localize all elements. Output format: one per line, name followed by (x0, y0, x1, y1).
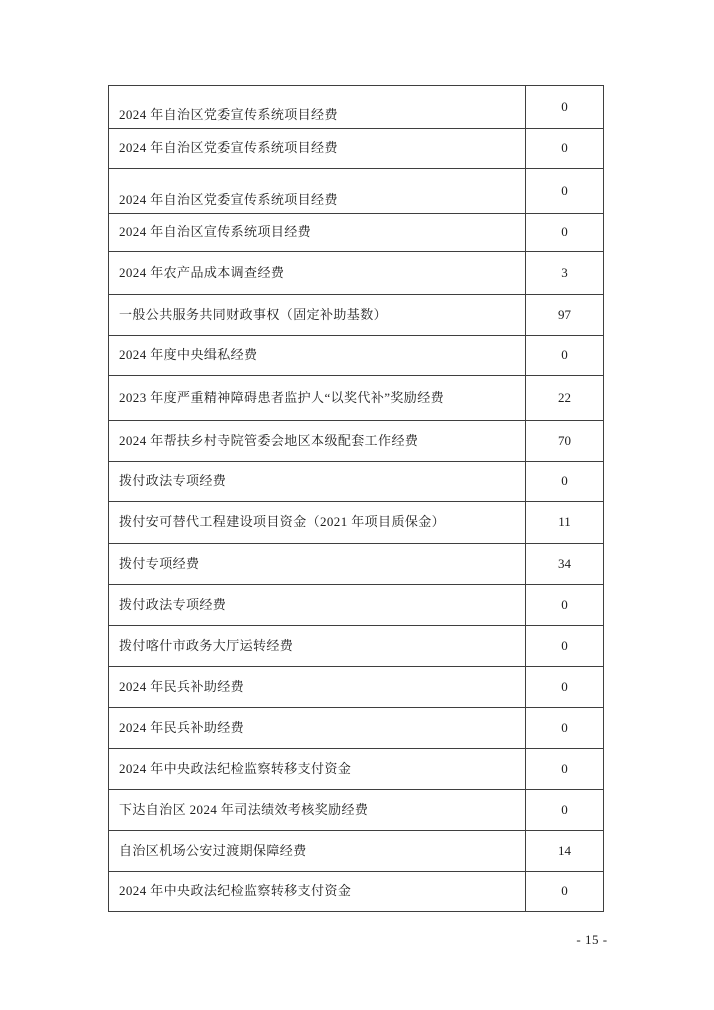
item-value-cell: 22 (526, 376, 604, 421)
item-label-cell: 2024 年自治区宣传系统项目经费 (109, 214, 526, 252)
table-row (109, 376, 604, 421)
item-label-cell: 下达自治区 2024 年司法绩效考核奖励经费 (109, 790, 526, 831)
table-row (109, 502, 604, 544)
item-value-cell: 0 (526, 626, 604, 667)
item-value-cell: 0 (526, 585, 604, 626)
page-number: - 15 - (576, 932, 608, 947)
table-row (109, 872, 604, 912)
table-row (109, 749, 604, 790)
item-value-cell: 0 (526, 872, 604, 912)
item-label-cell: 拨付喀什市政务大厅运转经费 (109, 626, 526, 667)
item-value-cell: 34 (526, 544, 604, 585)
table-row (109, 790, 604, 831)
item-label-cell: 2024 年农产品成本调查经费 (109, 252, 526, 295)
item-label-cell: 2024 年帮扶乡村寺院管委会地区本级配套工作经费 (109, 421, 526, 462)
item-value-cell: 0 (526, 129, 604, 169)
item-value-cell: 14 (526, 831, 604, 872)
item-label-cell: 拨付安可替代工程建设项目资金（2021 年项目质保金） (109, 502, 526, 544)
table-row (109, 129, 604, 169)
item-label-cell: 2024 年中央政法纪检监察转移支付资金 (109, 872, 526, 912)
table-row (109, 336, 604, 376)
item-label-cell: 2024 年中央政法纪检监察转移支付资金 (109, 749, 526, 790)
budget-table (108, 85, 604, 912)
table-row (109, 626, 604, 667)
table-row (109, 169, 604, 214)
table-row (109, 667, 604, 708)
table-row (109, 585, 604, 626)
item-value-cell: 0 (526, 708, 604, 749)
table-row (109, 708, 604, 749)
item-label-cell: 一般公共服务共同财政事权（固定补助基数） (109, 295, 526, 336)
item-label-cell: 拨付政法专项经费 (109, 462, 526, 502)
item-value-cell: 0 (526, 749, 604, 790)
item-label-cell: 2024 年自治区党委宣传系统项目经费 (109, 129, 526, 169)
item-label-cell: 2023 年度严重精神障碍患者监护人“以奖代补”奖励经费 (109, 376, 526, 421)
item-value-cell: 11 (526, 502, 604, 544)
item-value-cell: 0 (526, 214, 604, 252)
item-label-cell: 自治区机场公安过渡期保障经费 (109, 831, 526, 872)
table-row (109, 214, 604, 252)
item-value-cell: 97 (526, 295, 604, 336)
item-value-cell: 3 (526, 252, 604, 295)
table-row (109, 421, 604, 462)
item-label-cell: 拨付政法专项经费 (109, 585, 526, 626)
item-label-cell: 2024 年度中央缉私经费 (109, 336, 526, 376)
item-value-cell: 0 (526, 667, 604, 708)
item-value-cell: 0 (526, 336, 604, 376)
item-value-cell: 0 (526, 169, 604, 214)
item-label-cell: 拨付专项经费 (109, 544, 526, 585)
item-label-cell: 2024 年自治区党委宣传系统项目经费 (109, 169, 526, 214)
item-label-cell: 2024 年自治区党委宣传系统项目经费 (109, 86, 526, 129)
table-row (109, 544, 604, 585)
item-value-cell: 0 (526, 790, 604, 831)
item-label-cell: 2024 年民兵补助经费 (109, 708, 526, 749)
table-row (109, 295, 604, 336)
table-row (109, 252, 604, 295)
item-value-cell: 0 (526, 86, 604, 129)
item-value-cell: 0 (526, 462, 604, 502)
table-row (109, 86, 604, 129)
item-value-cell: 70 (526, 421, 604, 462)
item-label-cell: 2024 年民兵补助经费 (109, 667, 526, 708)
table-row (109, 462, 604, 502)
table-row (109, 831, 604, 872)
